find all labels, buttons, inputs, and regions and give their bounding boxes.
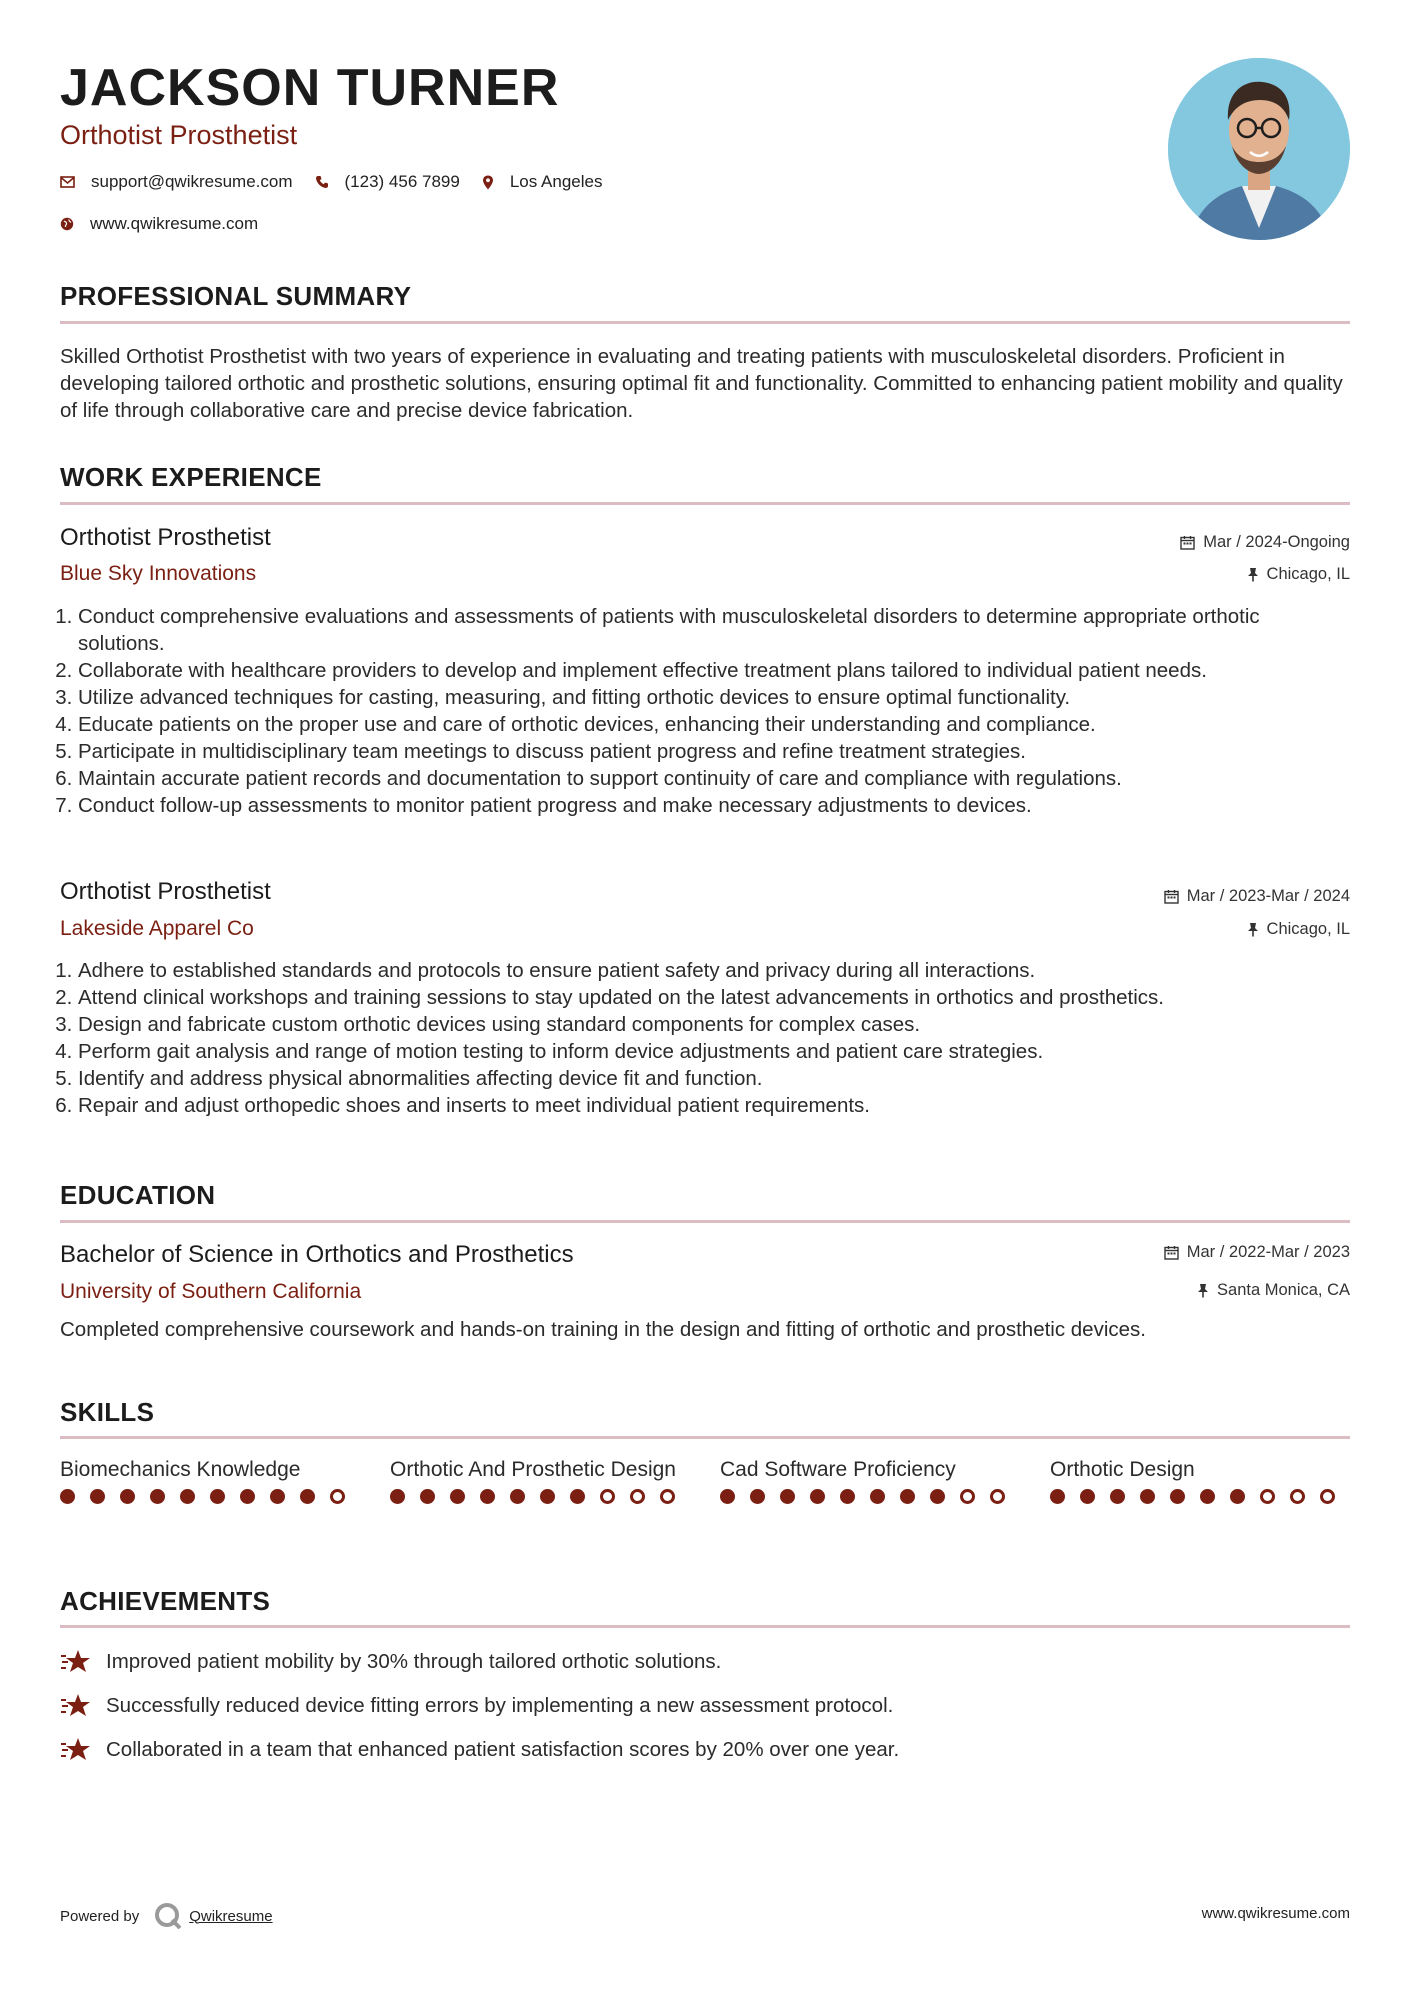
achievement-item — [60, 1692, 893, 1720]
candidate-name: JACKSON TURNER — [60, 59, 560, 117]
job-1-location-text: Chicago, IL — [1266, 565, 1350, 583]
achievement-item — [60, 1648, 721, 1676]
email-text: support@qwikresume.com — [91, 172, 293, 191]
skill-dot-empty — [1320, 1489, 1335, 1504]
skill-dot-filled — [210, 1489, 225, 1504]
skill-dot-filled — [240, 1489, 255, 1504]
skill-dot-filled — [180, 1489, 195, 1504]
website-text: www.qwikresume.com — [90, 214, 259, 233]
job-2-duties — [60, 957, 1350, 1119]
contact-row — [60, 172, 618, 192]
summary-heading: PROFESSIONAL SUMMARY — [60, 281, 412, 311]
email-icon — [60, 176, 75, 188]
job-1-dates — [1180, 533, 1350, 552]
skill-dot-filled — [1200, 1489, 1215, 1504]
achievements-divider — [60, 1625, 1350, 1628]
globe-icon — [60, 217, 74, 231]
calendar-icon — [1164, 889, 1179, 904]
skill-dot-filled — [570, 1489, 585, 1504]
skill-dot-filled — [450, 1489, 465, 1504]
phone-icon — [315, 175, 329, 189]
education-degree: Bachelor of Science in Orthotics and Prosthetics — [60, 1241, 574, 1268]
duty-item: 5. Identify and address physical abnormalities affecting device fit and function. — [78, 1065, 1350, 1092]
contact-location — [482, 172, 603, 192]
skill-dot-filled — [1140, 1489, 1155, 1504]
achievement-text: Collaborated in a team that enhanced patient satisfaction scores by 20% over one year. — [106, 1738, 900, 1761]
duty-item: 4. Educate patients on the proper use and care of orthotic devices, enhancing their understanding and compliance. — [78, 711, 1350, 738]
job-2-title: Orthotist Prosthetist — [60, 878, 271, 905]
achievement-text: Improved patient mobility by 30% through tailored orthotic solutions. — [106, 1650, 722, 1673]
duty-item: 3. Design and fabricate custom orthotic devices using standard components for complex cases. — [78, 1011, 1350, 1038]
job-2-company: Lakeside Apparel Co — [60, 917, 254, 940]
award-star-icon — [60, 1736, 92, 1764]
skill-name: Orthotic And Prosthetic Design — [390, 1458, 676, 1481]
education-heading: EDUCATION — [60, 1180, 216, 1210]
skill-dot-filled — [270, 1489, 285, 1504]
summary-text: Skilled Orthotist Prosthetist with two years of experience in evaluating and treating patients with musculoskeletal disorders. Proficient in developing tailored orthotic and prosthetic solutions, ensuring optimal fit and functionality. Committed to enhancing patient mobility and quality of life through collaborative care and precise device fabrication. — [60, 345, 1343, 422]
achievement-text: Successfully reduced device fitting errors by implementing a new assessment protocol. — [106, 1694, 894, 1717]
pushpin-icon — [1197, 1283, 1209, 1298]
powered-by-label: Powered by — [60, 1907, 140, 1925]
job-2-dates-text: Mar / 2023-Mar / 2024 — [1186, 887, 1350, 905]
skill-dot-filled — [510, 1489, 525, 1504]
duty-item: 5. Participate in multidisciplinary team meetings to discuss patient progress and refine treatment strategies. — [78, 738, 1350, 765]
skill-dot-filled — [480, 1489, 495, 1504]
skill-dot-empty — [1260, 1489, 1275, 1504]
skill-dot-filled — [120, 1489, 135, 1504]
job-2-location — [1247, 920, 1350, 939]
skill-name: Cad Software Proficiency — [720, 1458, 956, 1481]
skill-dot-empty — [660, 1489, 675, 1504]
pushpin-icon — [1247, 922, 1259, 937]
duty-item: 4. Perform gait analysis and range of motion testing to inform device adjustments and patient care strategies. — [78, 1038, 1350, 1065]
skill-dot-filled — [1170, 1489, 1185, 1504]
education-divider — [60, 1220, 1350, 1223]
achievements-heading: ACHIEVEMENTS — [60, 1586, 271, 1616]
duty-item: 2. Attend clinical workshops and training sessions to stay updated on the latest advancements in orthotics and prosthetics. — [78, 984, 1350, 1011]
profile-portrait-illustration — [1168, 58, 1350, 240]
achievement-item — [60, 1736, 899, 1764]
resume-page — [60, 0, 1350, 1990]
skill-name: Biomechanics Knowledge — [60, 1458, 301, 1481]
phone-text: (123) 456 7899 — [344, 172, 460, 191]
skill-rating — [1050, 1489, 1350, 1504]
education-description: Completed comprehensive coursework and hands-on training in the design and fitting of orthotic and prosthetic devices. — [60, 1318, 1146, 1341]
skill-dot-filled — [900, 1489, 915, 1504]
contact-email[interactable] — [60, 172, 293, 192]
education-location — [1197, 1281, 1350, 1300]
experience-heading: WORK EXPERIENCE — [60, 462, 322, 492]
skill-dot-filled — [840, 1489, 855, 1504]
duty-item: 7. Conduct follow-up assessments to monitor patient progress and make necessary adjustments to devices. — [78, 792, 1350, 819]
candidate-title: Orthotist Prosthetist — [60, 120, 298, 150]
pushpin-icon — [1247, 567, 1259, 582]
skill-item — [720, 1456, 1020, 1504]
skill-dot-filled — [60, 1489, 75, 1504]
skill-dot-filled — [870, 1489, 885, 1504]
job-2-dates — [1164, 887, 1350, 906]
skills-heading: SKILLS — [60, 1397, 155, 1427]
skill-dot-filled — [720, 1489, 735, 1504]
skill-item — [60, 1456, 360, 1504]
calendar-icon — [1164, 1245, 1179, 1260]
skill-item — [390, 1456, 690, 1504]
skill-dot-empty — [1290, 1489, 1305, 1504]
qwikresume-link[interactable]: Qwikresume — [189, 1907, 273, 1925]
summary-divider — [60, 321, 1350, 324]
skill-dot-filled — [150, 1489, 165, 1504]
award-star-icon — [60, 1692, 92, 1720]
skill-dot-empty — [630, 1489, 645, 1504]
job-2-location-text: Chicago, IL — [1266, 920, 1350, 938]
contact-phone[interactable] — [315, 172, 460, 192]
education-dates — [1164, 1243, 1350, 1262]
job-1-location — [1247, 565, 1350, 584]
footer-website[interactable]: www.qwikresume.com — [1201, 1905, 1350, 1922]
contact-website[interactable] — [60, 214, 258, 234]
skill-rating — [60, 1489, 360, 1504]
education-location-text: Santa Monica, CA — [1217, 1281, 1350, 1299]
skill-dot-empty — [960, 1489, 975, 1504]
skill-dot-filled — [780, 1489, 795, 1504]
footer-powered-by — [60, 1901, 273, 1931]
qwikresume-logo-icon — [153, 1901, 183, 1931]
skill-dot-filled — [1110, 1489, 1125, 1504]
skill-dot-filled — [90, 1489, 105, 1504]
skill-dot-filled — [300, 1489, 315, 1504]
skill-dot-filled — [540, 1489, 555, 1504]
skill-item — [1050, 1456, 1350, 1504]
profile-photo — [1168, 58, 1350, 240]
skill-dot-filled — [930, 1489, 945, 1504]
duty-item: 6. Maintain accurate patient records and documentation to support continuity of care and compliance with regulations. — [78, 765, 1350, 792]
website-row — [60, 214, 274, 234]
duty-item: 1. Conduct comprehensive evaluations and assessments of patients with musculoskeletal disorders to determine appropriate orthotic solutions. — [78, 603, 1350, 657]
skill-dot-empty — [600, 1489, 615, 1504]
skill-dot-filled — [390, 1489, 405, 1504]
job-1-dates-text: Mar / 2024-Ongoing — [1203, 533, 1350, 551]
duty-item: 3. Utilize advanced techniques for casting, measuring, and fitting orthotic devices to ensure optimal functionality. — [78, 684, 1350, 711]
skills-divider — [60, 1436, 1350, 1439]
location-text: Los Angeles — [509, 172, 603, 191]
job-1-title: Orthotist Prosthetist — [60, 524, 271, 551]
education-dates-text: Mar / 2022-Mar / 2023 — [1186, 1243, 1350, 1261]
skill-dot-filled — [1080, 1489, 1095, 1504]
duty-item: 2. Collaborate with healthcare providers to develop and implement effective treatment plans tailored to individual patient needs. — [78, 657, 1350, 684]
skill-dot-filled — [420, 1489, 435, 1504]
experience-divider — [60, 502, 1350, 505]
skill-dot-filled — [1230, 1489, 1245, 1504]
skill-dot-filled — [810, 1489, 825, 1504]
skill-dot-filled — [1050, 1489, 1065, 1504]
job-1-company: Blue Sky Innovations — [60, 562, 257, 585]
skill-dot-empty — [330, 1489, 345, 1504]
skill-dot-empty — [990, 1489, 1005, 1504]
job-1-duties — [60, 603, 1350, 819]
education-school: University of Southern California — [60, 1280, 362, 1303]
skill-dot-filled — [750, 1489, 765, 1504]
skill-rating — [720, 1489, 1020, 1504]
calendar-icon — [1180, 535, 1195, 550]
skill-name: Orthotic Design — [1050, 1458, 1195, 1481]
award-star-icon — [60, 1648, 92, 1676]
duty-item: 6. Repair and adjust orthopedic shoes and inserts to meet individual patient requirements. — [78, 1092, 1350, 1119]
duty-item: 1. Adhere to established standards and protocols to ensure patient safety and privacy during all interactions. — [78, 957, 1350, 984]
skill-rating — [390, 1489, 690, 1504]
location-pin-icon — [482, 175, 494, 190]
